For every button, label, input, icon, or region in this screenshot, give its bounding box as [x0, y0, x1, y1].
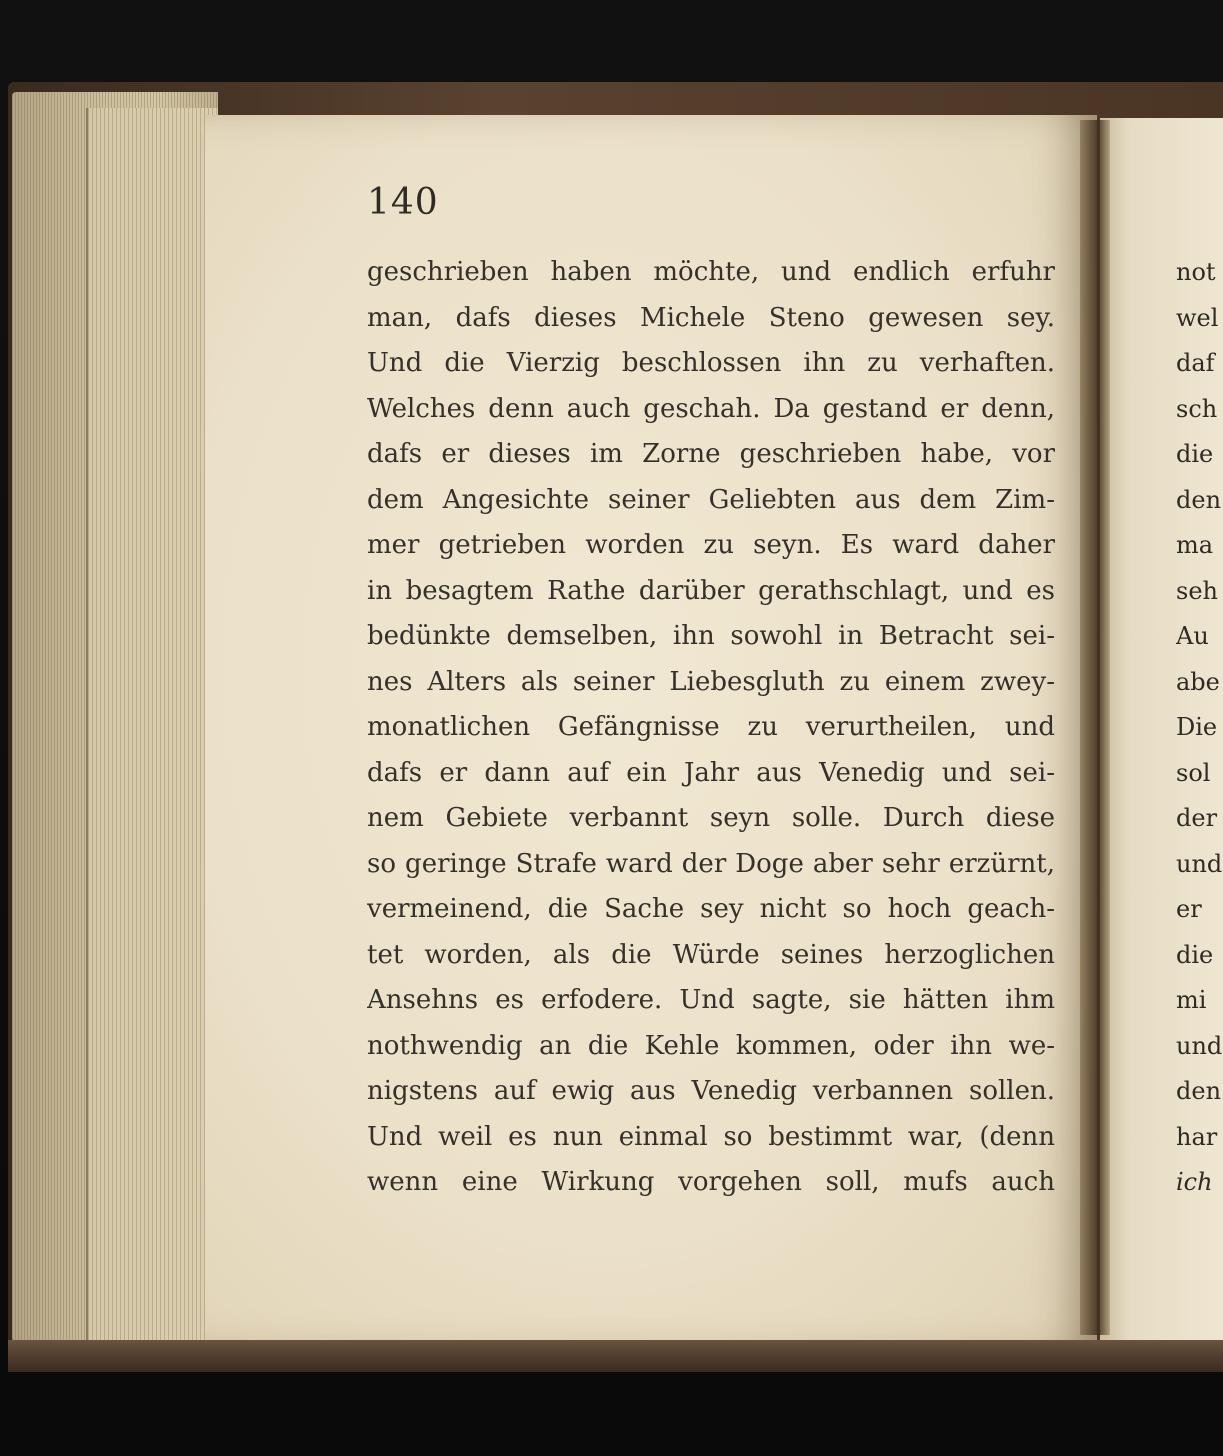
text-line: tet worden, als die Würde seines herzoglichen [367, 939, 1055, 970]
text-fragment: er [1176, 895, 1202, 923]
text-line: nes Alters als seiner Liebesgluth zu einem zwey- [367, 666, 1055, 697]
text-fragment: und [1176, 1031, 1223, 1060]
right-page-text [1176, 250, 1223, 1206]
text-line: bedünkte demselben, ihn sowohl in Betracht sei- [367, 621, 1055, 651]
text-line: Ansehns es erfodere. Und sagte, sie hätten ihm [367, 985, 1055, 1015]
left-page-text [367, 250, 1055, 1206]
text-line: Welches denn auch geschah. Da gestand er denn, [367, 393, 1055, 424]
text-line: dafs er dann auf ein Jahr aus Venedig und sei- [367, 757, 1055, 788]
text-fragment: den [1176, 485, 1222, 514]
text-line: vermeinend, die Sache sey nicht so hoch geach- [367, 894, 1055, 924]
text-line: nothwendig an die Kehle kommen, oder ihn we- [367, 1030, 1055, 1061]
text-line: nigstens auf ewig aus Venedig verbannen sollen. [367, 1076, 1055, 1106]
text-fragment: die [1176, 940, 1214, 969]
text-line: mer getrieben worden zu seyn. Es ward daher [367, 530, 1055, 560]
text-line: Und die Vierzig beschlossen ihn zu verhaften. [367, 348, 1055, 378]
text-fragment: not [1176, 258, 1216, 286]
text-fragment: der [1176, 804, 1218, 832]
text-fragment: har [1176, 1122, 1218, 1151]
text-fragment: sch [1176, 394, 1218, 423]
text-fragment: und [1176, 849, 1223, 878]
book-gutter [1080, 120, 1110, 1335]
text-fragment: abe [1176, 667, 1220, 696]
text-line: geschrieben haben möchte, und endlich erfuhr [367, 257, 1055, 287]
text-fragment: seh [1176, 576, 1218, 605]
text-fragment: die [1176, 440, 1214, 468]
text-fragment: sol [1176, 758, 1211, 787]
text-fragment: daf [1176, 349, 1215, 377]
page-number: 140 [367, 182, 439, 223]
page-edges-inner [86, 108, 218, 1344]
text-fragment: ma [1176, 531, 1214, 559]
text-line: dem Angesichte seiner Geliebten aus dem Zim- [367, 484, 1055, 515]
text-line: Und weil es nun einmal so bestimmt war, (denn [367, 1121, 1055, 1152]
text-line: nem Gebiete verbannt seyn solle. Durch diese [367, 803, 1055, 833]
text-fragment: mi [1176, 986, 1207, 1014]
text-fragment: wel [1176, 303, 1219, 332]
text-fragment: ich [1176, 1168, 1213, 1196]
text-line: dafs er dieses im Zorne geschrieben habe, vor [367, 439, 1055, 469]
bottom-binding [8, 1340, 1223, 1372]
text-fragment: den [1176, 1077, 1222, 1105]
text-line: so geringe Strafe ward der Doge aber sehr erzürnt, [367, 848, 1055, 879]
text-fragment: Au [1176, 622, 1209, 650]
text-line: in besagtem Rathe darüber gerathschlagt, und es [367, 575, 1055, 606]
text-line: wenn eine Wirkung vorgehen soll, mufs auch [367, 1167, 1055, 1197]
text-line: man, dafs dieses Michele Steno gewesen sey. [367, 302, 1055, 333]
text-fragment: Die [1176, 713, 1218, 741]
text-line: monatlichen Gefängnisse zu verurtheilen, und [367, 712, 1055, 742]
